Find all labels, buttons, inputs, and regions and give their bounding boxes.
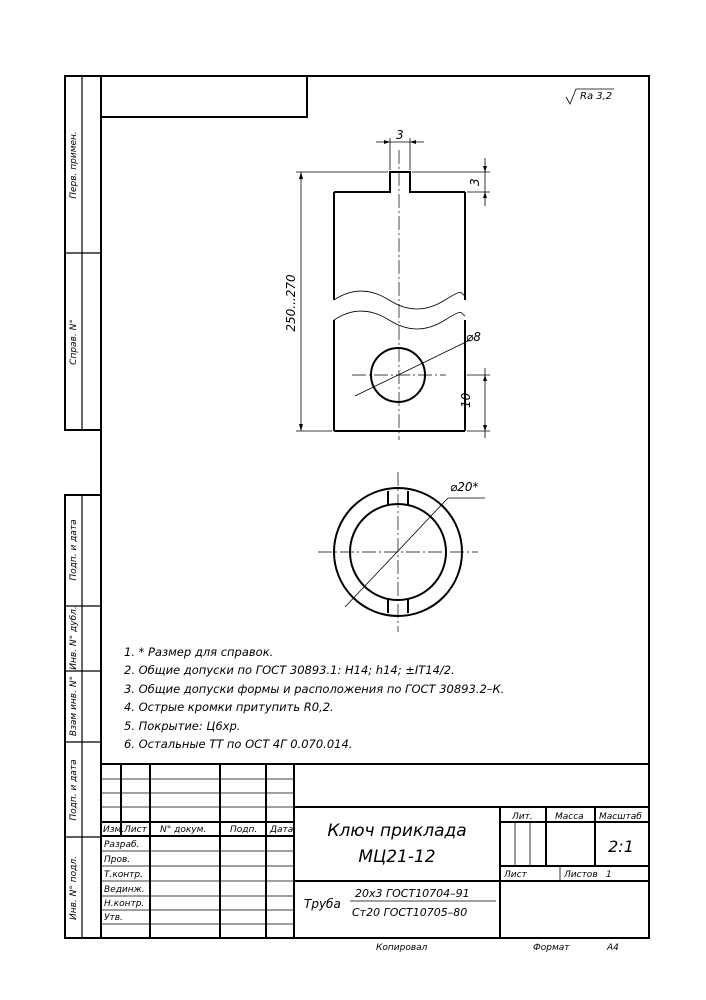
material-top: 20х3 ГОСТ10704–91 <box>355 887 470 900</box>
side-label-podp-data-bottom: Подп. и дата <box>69 759 79 821</box>
sheets-label: Листов <box>564 870 598 880</box>
material-bottom: Ст20 ГОСТ10705–80 <box>352 906 468 919</box>
note-6: 6. Остальные ТТ по ОСТ 4Г 0.070.014. <box>124 737 353 751</box>
break-line-upper <box>334 291 465 309</box>
top-view <box>318 472 485 632</box>
title-block <box>101 764 649 938</box>
col-header-n-dokum: N° докум. <box>160 825 207 835</box>
footer-copied: Копировал <box>376 943 428 953</box>
col-header-data: Дата <box>270 825 294 835</box>
title-name-line1: Ключ приклада <box>327 821 467 841</box>
dimensions <box>284 128 490 438</box>
dim-hole-offset: 10 <box>459 392 473 408</box>
role-tkontr: Т.контр. <box>104 870 144 880</box>
col-header-izm: Изм. <box>103 825 125 835</box>
sheets-value: 1 <box>606 870 612 880</box>
col-header-list: Лист <box>124 825 147 835</box>
side-label-inv-podl: Инв. N° подл. <box>69 856 79 920</box>
dim-slot-width: 3 <box>396 128 404 142</box>
col-header-podp: Подп. <box>230 825 258 835</box>
scale-value: 2:1 <box>608 837 634 856</box>
lit-label: Лит. <box>512 812 533 822</box>
roughness-label: Ra 3,2 <box>580 91 613 102</box>
role-utv: Утв. <box>104 913 123 923</box>
technical-notes <box>124 645 504 751</box>
roughness-symbol <box>566 89 614 104</box>
footer-format-label: Формат <box>533 943 570 953</box>
break-line-lower <box>334 311 465 329</box>
note-3: 3. Общие допуски формы и расположения по ГОСТ 30893.2–К. <box>124 682 505 696</box>
note-1: 1. * Размер для справок. <box>124 645 274 659</box>
side-stamp <box>69 131 79 920</box>
role-prov: Пров. <box>104 855 131 865</box>
title-name-line2: МЦ21-12 <box>358 847 436 867</box>
dim-length: 250...270 <box>284 274 298 332</box>
role-nkontr: Н.контр. <box>104 899 145 909</box>
side-label-vzam-inv: Взам инв. N° <box>69 675 79 737</box>
side-label-inv-dubl: Инв. N° дубл. <box>69 606 79 670</box>
note-2: 2. Общие допуски по ГОСТ 30893.1: H14; h14; ±IT14/2. <box>124 663 455 677</box>
dim-hole-diameter: ⌀8 <box>466 330 481 344</box>
front-view <box>334 150 465 440</box>
side-label-perv-primen: Перв. примен. <box>69 131 79 199</box>
scale-label: Масштаб <box>599 812 642 822</box>
sheet-label: Лист <box>504 870 527 880</box>
role-vedinzh: Вединж. <box>104 885 145 895</box>
dim-slot-depth: 3 <box>468 178 482 186</box>
sheet-frame <box>65 76 649 938</box>
mass-label: Масса <box>555 812 584 822</box>
sheet-footer <box>376 943 619 953</box>
role-razrab: Разраб. <box>104 840 140 850</box>
material-prefix: Труба <box>304 897 341 911</box>
note-5: 5. Покрытие: Ц6хр. <box>124 719 241 733</box>
dim-outer-diameter: ⌀20* <box>450 480 479 494</box>
note-4: 4. Острые кромки притупить R0,2. <box>124 700 334 714</box>
footer-format-value: А4 <box>607 943 619 953</box>
side-label-podp-data-top: Подп. и дата <box>69 519 79 581</box>
side-label-sprav: Справ. N° <box>69 319 79 365</box>
